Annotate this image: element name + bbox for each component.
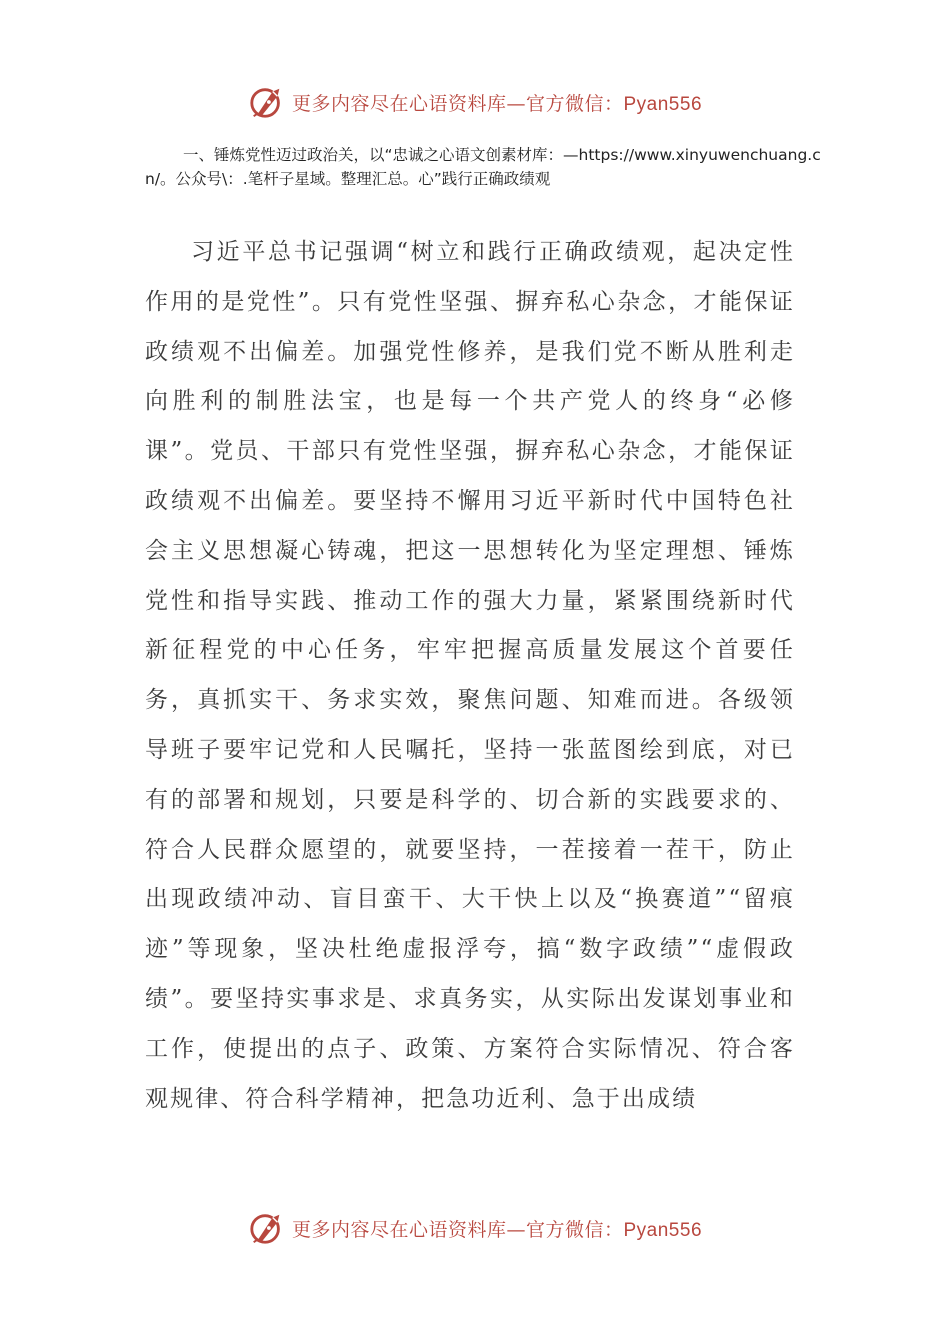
footer-banner-title: 更多内容尽在心语资料库—官方微信： [291, 1218, 624, 1241]
section-heading: 一、锤炼党性迈过政治关，以“忠诚之心语文创素材库：—https://www.xinyuwenchuang.cn/。公众号\：.笔杆子星域。整理汇总。心”践行正确政绩观 [145, 146, 821, 188]
body-paragraph: 习近平总书记强调“树立和践行正确政绩观，起决定性作用的是党性”。只有党性坚强、摒弃私心杂念，才能保证政绩观不出偏差。加强党性修养，是我们党不断从胜利走向胜利的制胜法宝，也是每一个共产党人的终身“必修课”。党员、干部只有党性坚强，摒弃私心杂念，才能保证政绩观不出偏差。要坚持不懈用习近平新时代中国特色社会主义思想凝心铸魂，把这一思想转化为坚定理想、锤炼党性和指导实践、推动工作的强大力量，紧紧围绕新时代新征程党的中心任务，牢牢把握高质量发展这个首要任务，真抓实干、务求实效，聚焦问题、知难而进。各级领导班子要牢记党和人民嘱托，坚持一张蓝图绘到底，对已有的部署和规划，只要是科学的、切合新的实践要求的、符合人民群众愿望的，就要坚持，一茬接着一茬干，防止出现政绩冲动、盲目蛮干、大干快上以及“换赛道”“留痕迹”等现象，坚决杜绝虚报浮夸，搞“数字政绩”“虚假政绩”。要坚持实事求是、求真务实，从实际出发谋划事业和工作，使提出的点子、政策、方案符合实际情况、符合客观规律、符合科学精神，把急功近利、急于出成绩 [145, 239, 795, 1112]
footer-banner [0, 1208, 950, 1248]
footer-banner-wechat-id: Pyan556 [623, 1219, 703, 1241]
footer-banner-text [292, 1215, 702, 1242]
header-banner-content [248, 83, 702, 121]
pen-nib-circle-icon [248, 83, 286, 121]
header-banner-text [292, 89, 702, 116]
header-banner [0, 82, 950, 122]
pen-nib-circle-icon [248, 1209, 286, 1247]
footer-banner-content [248, 1209, 702, 1247]
header-banner-wechat-id: Pyan556 [623, 93, 703, 115]
header-banner-title: 更多内容尽在心语资料库—官方微信： [291, 92, 624, 115]
